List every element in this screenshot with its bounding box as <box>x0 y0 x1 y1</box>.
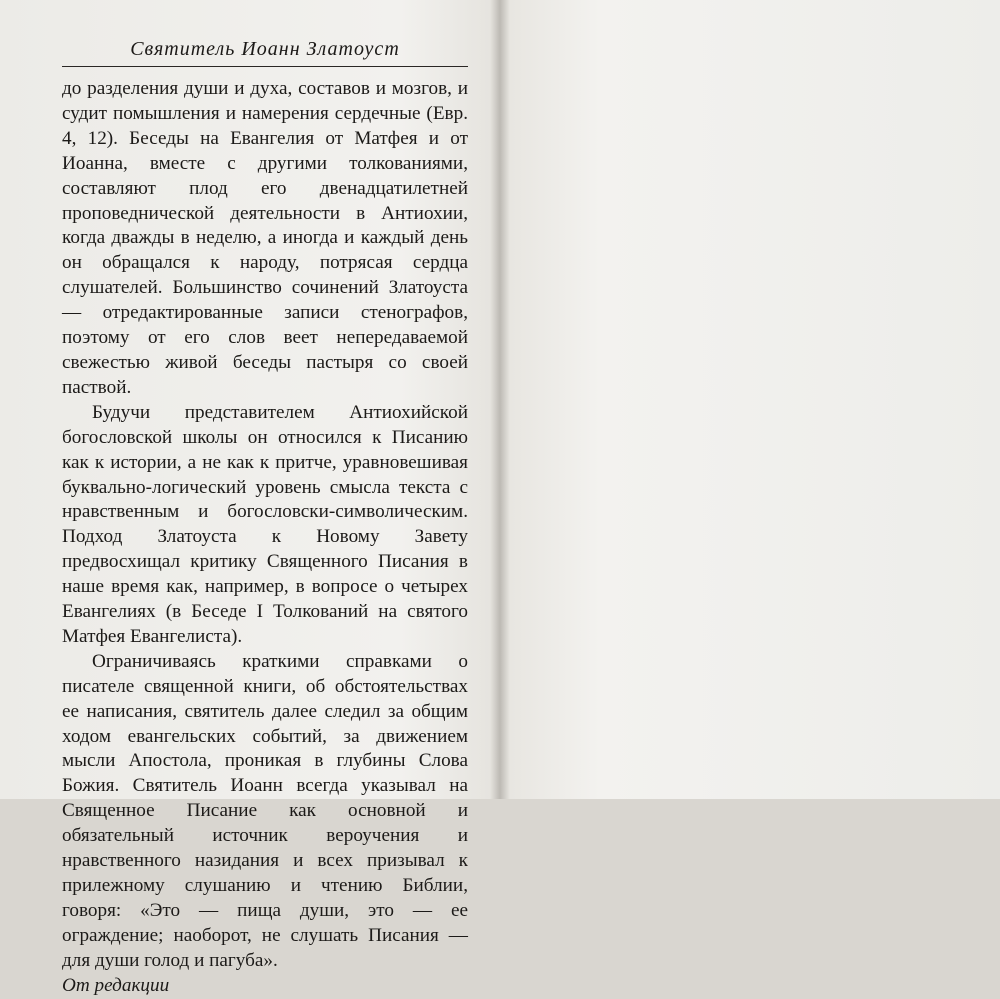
running-head: Святитель Иоанн Златоуст <box>130 38 400 60</box>
right-page <box>500 0 1000 799</box>
paragraph: Ограничиваясь краткими справками о писателе священной книги, об обстоятельствах ее написания, святитель далее следил за общим ходом евангельских событий, за движением мысли Апостола, проникая в глубины Слова Божия. Святитель Иоанн всегда указывал на Священное Писание как основной и обязательный источник вероучения и нравственного назидания и всех призывал к прилежному слушанию и чтению Библии, говоря: «Это — пища души, это — ее ограждение; наоборот, не слушать Писания — для души голод и пагуба». <box>62 650 468 971</box>
left-page-body <box>62 77 468 999</box>
left-page <box>0 0 500 996</box>
running-head-rule <box>62 66 468 67</box>
paragraph: до разделения души и духа, составов и мозгов, и судит помышления и намерения сердечные (Евр. 4, 12). Беседы на Евангелия от Матфея и от Иоанна, вместе с другими толкованиями, составляют плод его двенадцатилетней проповеднической деятельности в Антиохии, когда дважды в неделю, а иногда и каждый день он обращался к народу, потрясая сердца слушателей. Большинство сочинений Златоуста — отредактированные записи стенографов, поэтому от его слов веет непередаваемой свежестью живой беседы пастыря со своей паствой. <box>62 78 468 398</box>
editorial-signature: От редакции <box>62 974 170 996</box>
paragraph: Будучи представителем Антиохийской богословской школы он относился к Писанию как к истории, а не как к притче, уравновешивая буквально-логический уровень смысла текста с нравственным и богословски-символическим. Подход Златоуста к Новому Завету предвосхищал критику Священного Писания в наше время как, например, в вопросе о четырех Евангелиях (в Беседе I Толкований на святого Матфея Евангелиста). <box>62 401 468 647</box>
